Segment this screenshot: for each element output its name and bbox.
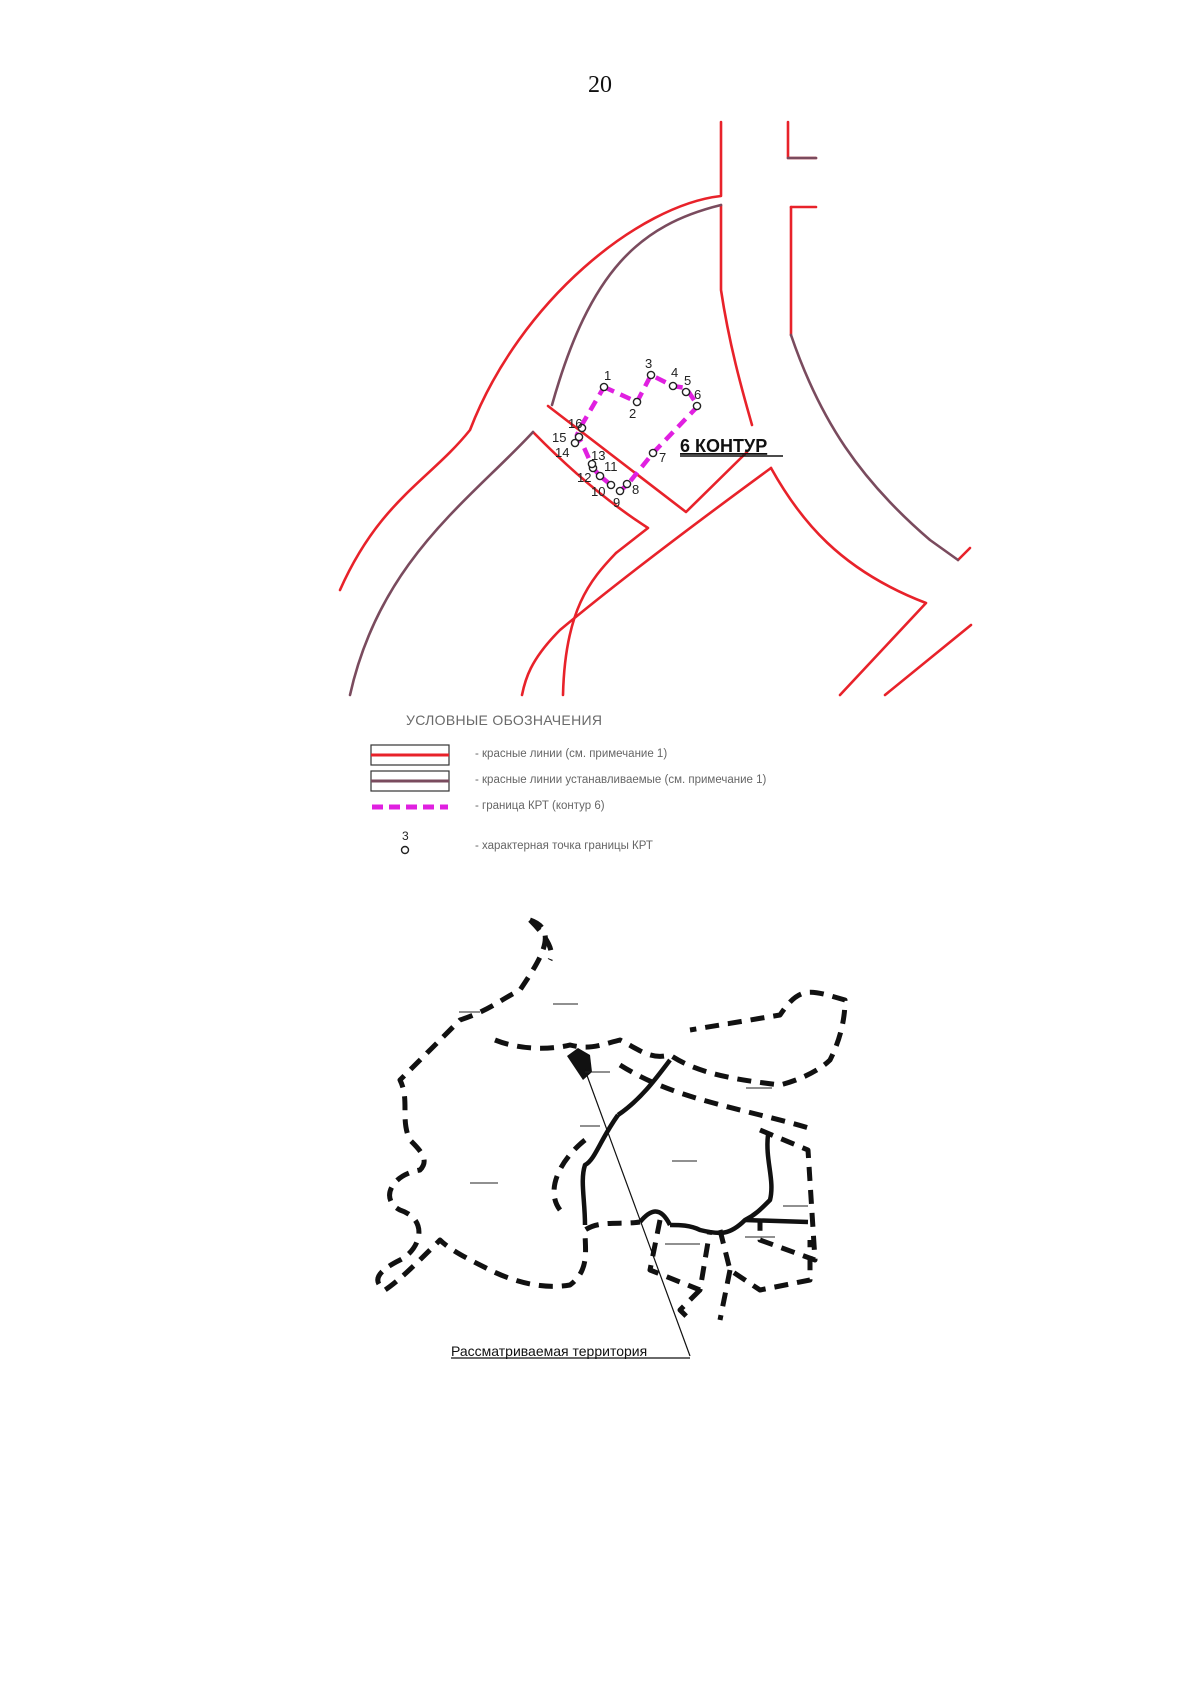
point-label: 10 — [591, 484, 606, 499]
boundary-point — [616, 487, 623, 494]
red-line — [788, 122, 816, 158]
point-label: 14 — [555, 445, 570, 460]
overview-scheme — [378, 920, 845, 1320]
point-label: 11 — [604, 459, 618, 474]
red-line — [771, 468, 926, 695]
legend-text: - красные линии устанавливаемые (см. примечание 1) — [475, 774, 767, 786]
red-line — [958, 548, 970, 560]
legend-item-point — [370, 828, 890, 864]
boundary-point — [607, 481, 614, 488]
overview-contour — [554, 1140, 585, 1210]
overview-contour — [378, 920, 640, 1290]
legend-text: - характерная точка границы КРТ — [475, 840, 653, 852]
point-label: 7 — [659, 450, 667, 465]
overview-tiny-labels — [459, 1004, 808, 1244]
point-label: 4 — [671, 365, 679, 380]
overview-label: Рассматриваемая территория — [451, 1343, 648, 1359]
overview-solid — [583, 1060, 808, 1233]
boundary-swatch — [370, 796, 450, 818]
red-line — [721, 205, 752, 425]
legend-point-label: 3 — [402, 829, 409, 843]
red-line — [340, 122, 721, 590]
page-number: 20 — [588, 72, 612, 98]
point-label: 15 — [552, 430, 567, 445]
overview-contour — [680, 1290, 700, 1320]
point-label: 16 — [568, 416, 583, 431]
red-line — [885, 625, 971, 695]
planned-red-line — [350, 432, 533, 695]
boundary-point — [693, 402, 700, 409]
red-line — [563, 553, 616, 695]
point-label: 8 — [632, 482, 640, 497]
point-label: 13 — [591, 448, 606, 463]
boundary-point — [647, 371, 654, 378]
overview-contour — [720, 1230, 810, 1290]
legend-item-boundary — [370, 796, 890, 822]
legend-item-planned-lines — [370, 770, 890, 796]
contour-label: 6 КОНТУР — [680, 436, 768, 456]
planned-red-line — [552, 205, 721, 405]
planned-red-line — [791, 335, 958, 560]
point-label: 5 — [684, 373, 692, 388]
boundary-point — [600, 383, 607, 390]
overview-contour — [720, 1270, 730, 1320]
boundary-point — [649, 449, 656, 456]
planned-line-swatch — [370, 770, 450, 792]
boundary-point — [669, 382, 676, 389]
point-label: 12 — [577, 470, 592, 485]
overview-hatched-site — [567, 1048, 592, 1080]
boundary-point — [596, 472, 603, 479]
legend-title: УСЛОВНЫЕ ОБОЗНАЧЕНИЯ — [406, 712, 603, 728]
boundary-point — [633, 398, 640, 405]
boundary-point-swatch — [370, 828, 450, 860]
boundary-point — [682, 388, 689, 395]
legend-text: - красные линии (см. примечание 1) — [475, 748, 668, 760]
point-label: 1 — [604, 368, 612, 383]
overview-leader-line — [585, 1070, 690, 1356]
red-line — [522, 468, 771, 695]
legend-text: - граница КРТ (контур 6) — [475, 800, 605, 812]
overview-contour — [495, 992, 845, 1085]
point-label: 3 — [645, 356, 653, 371]
boundary-point — [623, 480, 630, 487]
boundary-point — [575, 433, 582, 440]
legend — [370, 712, 890, 864]
point-label: 9 — [613, 495, 621, 510]
krt-boundary — [577, 375, 698, 491]
legend-item-red-lines — [370, 744, 890, 770]
point-label: 2 — [629, 406, 637, 421]
red-line-swatch — [370, 744, 450, 766]
point-label: 6 — [694, 387, 702, 402]
